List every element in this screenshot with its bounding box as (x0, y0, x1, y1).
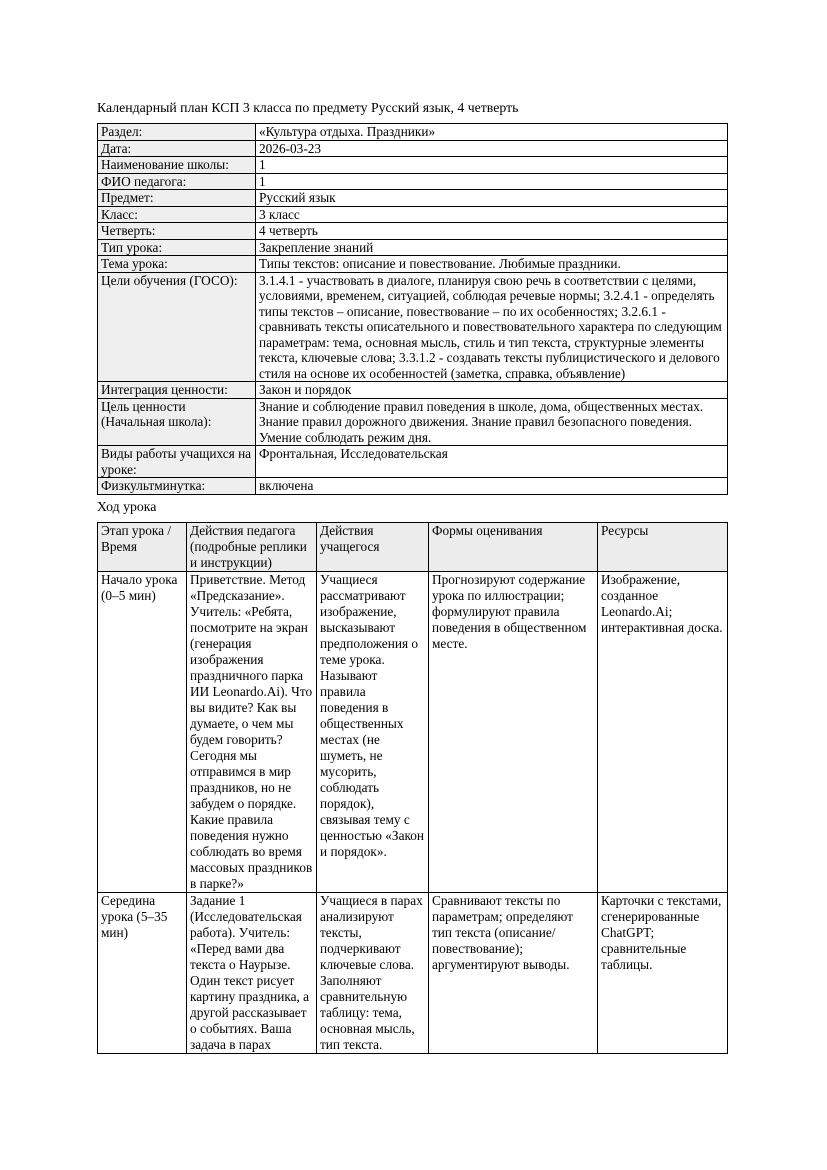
header-teacher-actions: Действия педагога (подробные реплики и инструкции) (187, 522, 317, 571)
info-label-razdel: Раздел: (98, 124, 256, 141)
info-row (98, 398, 728, 446)
lesson-row-middle (98, 892, 728, 1053)
info-row (98, 190, 728, 207)
info-label-data: Дата: (98, 140, 256, 157)
info-value-quarter: 4 четверть (256, 223, 728, 240)
info-label-work-types: Виды работы учащихся на уроке: (98, 446, 256, 478)
info-value-lesson-topic: Типы текстов: описание и повествование. Любимые праздники. (256, 256, 728, 273)
info-row (98, 272, 728, 382)
lesson-flow-table (97, 522, 728, 1054)
lesson-flow-heading: Ход урока (97, 498, 157, 514)
lesson-info-table (97, 123, 728, 495)
info-row (98, 256, 728, 273)
info-value-razdel: «Культура отдыха. Праздники» (256, 124, 728, 141)
info-row (98, 239, 728, 256)
info-row (98, 140, 728, 157)
assessment-cell: Прогнозируют содержание урока по иллюстрации; формулируют правила поведения в общественном месте. (429, 571, 598, 892)
info-label-values-goal: Цель ценности (Начальная школа): (98, 398, 256, 446)
info-row (98, 124, 728, 141)
info-row (98, 382, 728, 399)
resources-cell: Карточки с текстами, сгенерированные ChatGPT; сравнительные таблицы. (598, 892, 728, 1053)
info-value-teacher: 1 (256, 173, 728, 190)
info-value-phys-minute: включена (256, 478, 728, 495)
info-label-goals: Цели обучения (ГОСО): (98, 272, 256, 382)
info-label-phys-minute: Физкультминутка: (98, 478, 256, 495)
info-row (98, 206, 728, 223)
info-label-quarter: Четверть: (98, 223, 256, 240)
info-label-lesson-type: Тип урока: (98, 239, 256, 256)
info-value-values-goal: Знание и соблюдение правил поведения в школе, дома, общественных местах. Знание правил дорожного движения. Знание правил безопасного поведения. Умение соблюдать режим дня. (256, 398, 728, 446)
info-row (98, 223, 728, 240)
resources-cell: Изображение, созданное Leonardo.Ai; интерактивная доска. (598, 571, 728, 892)
teacher-actions-cell: Задание 1 (Исследовательская работа). Учитель: «Перед вами два текста о Наурызе. Один текст рисует картину праздника, а другой рассказывает о событиях. Ваша задача в парах (187, 892, 317, 1053)
student-actions-cell: Учащиеся в парах анализируют тексты, подчеркивают ключевые слова. Заполняют сравнительную таблицу: тема, основная мысль, тип текста. (317, 892, 429, 1053)
header-resources: Ресурсы (598, 522, 728, 571)
info-value-lesson-type: Закрепление знаний (256, 239, 728, 256)
student-actions-cell: Учащиеся рассматривают изображение, высказывают предположения о теме урока. Называют правила поведения в общественных местах (не шуметь, не мусорить, соблюдать порядок), связывая тему с ценностью «Закон и порядок». (317, 571, 429, 892)
stage-cell: Середина урока (5–35 мин) (98, 892, 187, 1053)
info-row (98, 478, 728, 495)
info-value-subject: Русский язык (256, 190, 728, 207)
info-row (98, 173, 728, 190)
info-value-work-types: Фронтальная, Исследовательская (256, 446, 728, 478)
teacher-actions-cell: Приветствие. Метод «Предсказание». Учитель: «Ребята, посмотрите на экран (генерация изображения праздничного парка ИИ Leonardo.Ai). Что вы видите? Как вы думаете, о чем мы будем говорить? Сегодня мы отправимся в мир праздников, но не забудем о порядке. Какие правила поведения нужно соблюдать во время массовых праздников в парке?» (187, 571, 317, 892)
document-title: Календарный план КСП 3 класса по предмету Русский язык, 4 четверть (97, 100, 519, 115)
lesson-row-start (98, 571, 728, 892)
info-label-subject: Предмет: (98, 190, 256, 207)
info-label-teacher: ФИО педагога: (98, 173, 256, 190)
info-value-goals: 3.1.4.1 - участвовать в диалоге, планируя свою речь в соответствии с целями, условиями, временем, ситуацией, соблюдая речевые нормы; 3.2.4.1 - определять типы текстов – описание, повествование – по их особенностях; 3.2.6.1 - сравнивать тексты описательного и повествовательного характера по следующим параметрам: тема, основная мысль, стиль и тип текста, структурные элементы текста, ключевые слова; 3.3.1.2 - создавать тексты публицистического и делового стиля на основе их особенностей (заметка, справка, объявление) (256, 272, 728, 382)
info-row (98, 446, 728, 478)
info-value-class: 3 класс (256, 206, 728, 223)
header-assessment: Формы оценивания (429, 522, 598, 571)
stage-cell: Начало урока (0–5 мин) (98, 571, 187, 892)
lesson-table-header-row (98, 522, 728, 571)
info-label-values-integration: Интеграция ценности: (98, 382, 256, 399)
header-student-actions: Действия учащегося (317, 522, 429, 571)
info-value-values-integration: Закон и порядок (256, 382, 728, 399)
info-label-lesson-topic: Тема урока: (98, 256, 256, 273)
info-value-data: 2026-03-23 (256, 140, 728, 157)
info-value-school: 1 (256, 157, 728, 174)
header-stage: Этап урока / Время (98, 522, 187, 571)
info-row (98, 157, 728, 174)
assessment-cell: Сравнивают тексты по параметрам; определяют тип текста (описание/повествование); аргументируют выводы. (429, 892, 598, 1053)
info-label-class: Класс: (98, 206, 256, 223)
info-label-school: Наименование школы: (98, 157, 256, 174)
